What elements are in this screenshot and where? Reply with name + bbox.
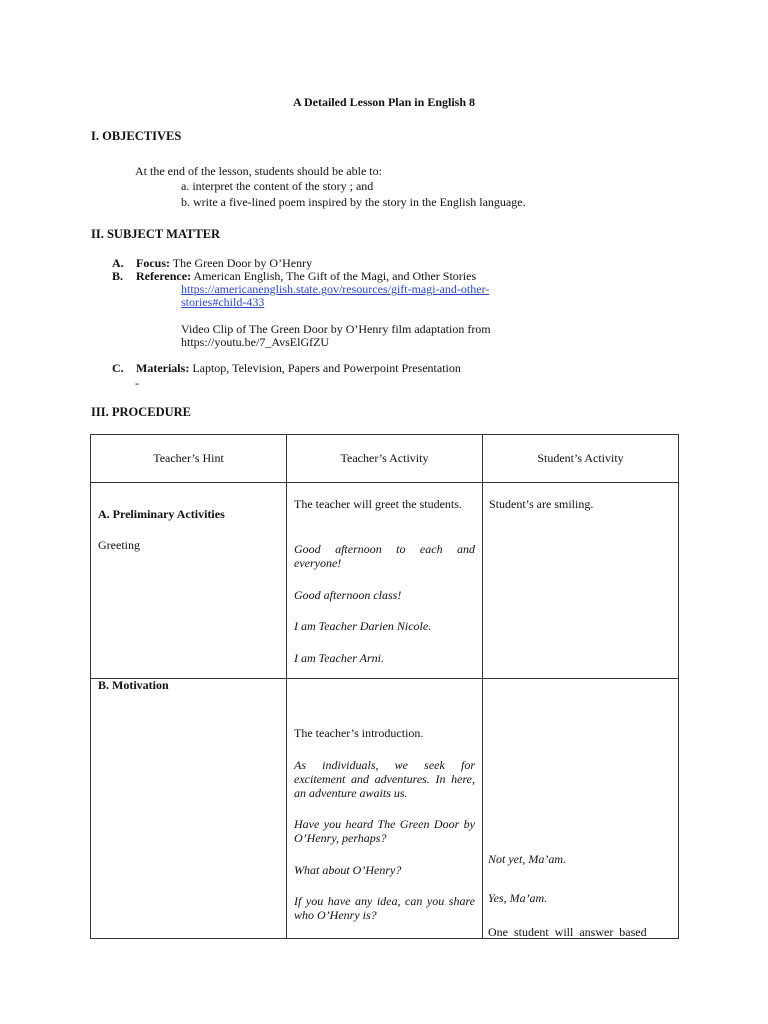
video-clip-url: https://youtu.be/7_AvsElGfZU (181, 335, 330, 349)
teacher-intro: The teacher’s introduction. (294, 726, 424, 740)
reference-link[interactable]: https://americanenglish.state.gov/resources/gift-magi-and-other- (181, 282, 490, 296)
materials-letter: C. (112, 361, 124, 375)
video-clip-text: Video Clip of The Green Door by O’Henry film adaptation from (181, 322, 491, 336)
procedure-table (90, 434, 679, 939)
teacher-line: If you have any idea, can you share who O’Henry is? (294, 894, 475, 922)
focus-value: The Green Door by O’Henry (172, 256, 313, 270)
teacher-line: Good afternoon to each and everyone! (294, 542, 475, 570)
reference-label: Reference: (136, 269, 192, 283)
materials-bullet: - (135, 376, 139, 390)
objective-item: b. write a five-lined poem inspired by the story in the English language. (181, 195, 526, 209)
teacher-line: What about O’Henry? (294, 863, 402, 877)
table-divider (91, 678, 678, 679)
focus-line (112, 256, 312, 270)
reference-line (112, 269, 476, 283)
focus-label: Focus: (136, 256, 170, 270)
page-title: A Detailed Lesson Plan in English 8 (292, 95, 476, 109)
focus-letter: A. (112, 256, 124, 270)
teacher-line: I am Teacher Darien Nicole. (294, 619, 432, 633)
objectives-intro: At the end of the lesson, students should be able to: (135, 164, 382, 178)
teacher-line: As individuals, we seek for excitement and adventures. In here, an adventure awaits us. (294, 758, 475, 800)
header-teachers-hint: Teacher’s Hint (153, 451, 224, 465)
teacher-line: Have you heard The Green Door by O’Henry, perhaps? (294, 817, 475, 845)
preliminary-activities-label: A. Preliminary Activities (98, 507, 225, 521)
reference-letter: B. (112, 269, 124, 283)
student-response: Not yet, Ma’am. (488, 852, 566, 866)
student-response: One student will answer based (488, 925, 647, 939)
greeting-label: Greeting (98, 538, 140, 552)
subject-matter-heading: II. SUBJECT MATTER (91, 227, 221, 241)
teacher-line: Good afternoon class! (294, 588, 402, 602)
procedure-heading: III. PROCEDURE (91, 405, 192, 419)
student-response: Student’s are smiling. (489, 497, 594, 511)
materials-label: Materials: (136, 361, 190, 375)
materials-value: Laptop, Television, Papers and Powerpoint Presentation (192, 361, 461, 375)
materials-line (112, 361, 461, 375)
header-students-activity: Student’s Activity (537, 451, 624, 465)
student-response: Yes, Ma’am. (488, 891, 548, 905)
objectives-heading: I. OBJECTIVES (91, 129, 182, 143)
objective-item: a. interpret the content of the story ; and (181, 179, 374, 193)
motivation-label: B. Motivation (98, 678, 169, 692)
table-divider (286, 435, 287, 938)
table-divider (91, 482, 678, 483)
teacher-greet-text: The teacher will greet the students. (294, 497, 462, 511)
reference-link-cont[interactable]: stories#child-433 (181, 295, 265, 309)
header-teachers-activity: Teacher’s Activity (340, 451, 429, 465)
teacher-line: I am Teacher Arni. (294, 651, 384, 665)
table-divider (482, 435, 483, 938)
reference-value: American English, The Gift of the Magi, and Other Stories (193, 269, 477, 283)
